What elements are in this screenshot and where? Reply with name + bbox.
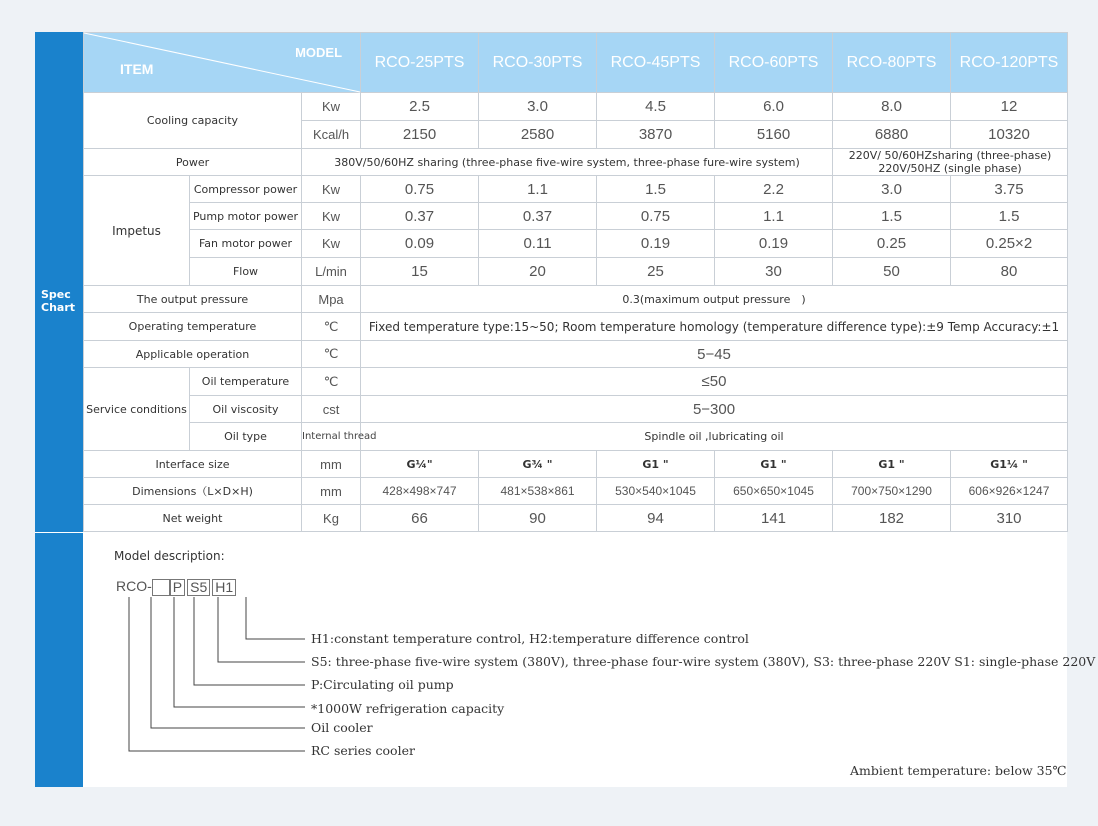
model-line-series: RC series cooler bbox=[311, 743, 415, 758]
unit-cell: Kg bbox=[302, 505, 361, 532]
applicable-operation-label: Applicable operation bbox=[84, 341, 302, 368]
value-cell: 66 bbox=[361, 505, 479, 532]
value-cell: 650×650×1045 bbox=[715, 478, 833, 505]
model-code-prefix: RCO- bbox=[116, 578, 152, 594]
power-single-phase-line-1: 220V/ 50/60HZsharing (three-phase) bbox=[848, 149, 1052, 162]
pump-box: P bbox=[170, 579, 185, 596]
value-cell: 5160 bbox=[715, 121, 833, 149]
model-line-power: S5: three-phase five-wire system (380V), three-phase four-wire system (380V), S3: three-phase 220V S1: single-phase 220V bbox=[311, 654, 1096, 669]
spec-chart-label: Spec Chart bbox=[41, 288, 76, 314]
power-label: Power bbox=[84, 149, 302, 176]
value-cell: G1¼ " bbox=[951, 451, 1068, 478]
value-cell: G1 " bbox=[715, 451, 833, 478]
table-row bbox=[84, 423, 1068, 451]
unit-cell: cst bbox=[302, 396, 361, 423]
unit-cell: Kcal/h bbox=[302, 121, 361, 149]
unit-cell: ℃ bbox=[302, 368, 361, 396]
value-cell: 606×926×1247 bbox=[951, 478, 1068, 505]
value-cell: G¾ " bbox=[479, 451, 597, 478]
value-cell: 6880 bbox=[833, 121, 951, 149]
item-header-label: ITEM bbox=[120, 61, 154, 77]
capacity-box bbox=[152, 579, 170, 596]
model-line-capacity: *1000W refrigeration capacity bbox=[311, 701, 505, 716]
model-line-pump: P:Circulating oil pump bbox=[311, 677, 454, 692]
value-cell: 310 bbox=[951, 505, 1068, 532]
value-cell: 2.2 bbox=[715, 176, 833, 203]
power-box: S5 bbox=[187, 579, 210, 596]
unit-cell: mm bbox=[302, 478, 361, 505]
unit-cell: Kw bbox=[302, 93, 361, 121]
value-cell: 6.0 bbox=[715, 93, 833, 121]
value-cell: 1.5 bbox=[597, 176, 715, 203]
value-cell: 2150 bbox=[361, 121, 479, 149]
unit-cell: Mpa bbox=[302, 286, 361, 313]
dimensions-label: Dimensions（L×D×H) bbox=[84, 478, 302, 505]
value-cell: 2580 bbox=[479, 121, 597, 149]
model-header: RCO-30PTS bbox=[479, 33, 597, 93]
value-cell: 0.75 bbox=[361, 176, 479, 203]
value-cell: 25 bbox=[597, 258, 715, 286]
applicable-operation-value: 5−45 bbox=[361, 341, 1068, 368]
table-row bbox=[84, 258, 1068, 286]
model-line-control: H1:constant temperature control, H2:temperature difference control bbox=[311, 631, 749, 646]
table-row bbox=[84, 93, 1068, 121]
unit-cell: mm bbox=[302, 451, 361, 478]
header-item-model-cell bbox=[84, 33, 361, 93]
value-cell: G1 " bbox=[597, 451, 715, 478]
table-row bbox=[84, 313, 1068, 341]
ambient-temperature-note: Ambient temperature: below 35℃ bbox=[850, 763, 1067, 778]
value-cell: 8.0 bbox=[833, 93, 951, 121]
value-cell: 0.25×2 bbox=[951, 230, 1068, 258]
unit-cell: Kw bbox=[302, 230, 361, 258]
spec-chart-sidebar bbox=[35, 32, 83, 532]
service-conditions-label: Service conditions bbox=[84, 368, 190, 451]
service-sub-label: Oil viscosity bbox=[190, 396, 302, 423]
interface-size-label: Interface size bbox=[84, 451, 302, 478]
operating-temperature-label: Operating temperature bbox=[84, 313, 302, 341]
model-header-label: MODEL bbox=[295, 45, 343, 60]
unit-cell: Internal thread bbox=[302, 423, 361, 451]
output-pressure-label: The output pressure bbox=[84, 286, 302, 313]
value-cell: 4.5 bbox=[597, 93, 715, 121]
table-row bbox=[84, 149, 1068, 176]
value-cell: 1.1 bbox=[479, 176, 597, 203]
value-cell: 3.75 bbox=[951, 176, 1068, 203]
table-row bbox=[84, 451, 1068, 478]
model-header: RCO-60PTS bbox=[715, 33, 833, 93]
oil-viscosity-value: 5−300 bbox=[361, 396, 1068, 423]
spec-table bbox=[83, 32, 1068, 532]
value-cell: 30 bbox=[715, 258, 833, 286]
power-single-phase-line-2: 220V/50HZ (single phase) bbox=[878, 162, 1022, 175]
table-row bbox=[84, 176, 1068, 203]
impetus-sub-label: Flow bbox=[190, 258, 302, 286]
value-cell: 0.09 bbox=[361, 230, 479, 258]
value-cell: 12 bbox=[951, 93, 1068, 121]
model-header: RCO-120PTS bbox=[951, 33, 1068, 93]
model-description-title: Model description: bbox=[114, 549, 225, 563]
control-box: H1 bbox=[212, 579, 236, 596]
value-cell: 700×750×1290 bbox=[833, 478, 951, 505]
value-cell: G¼" bbox=[361, 451, 479, 478]
impetus-sub-label: Fan motor power bbox=[190, 230, 302, 258]
value-cell: 182 bbox=[833, 505, 951, 532]
value-cell: 94 bbox=[597, 505, 715, 532]
impetus-sub-label: Pump motor power bbox=[190, 203, 302, 230]
header-row bbox=[84, 33, 1068, 93]
value-cell: 530×540×1045 bbox=[597, 478, 715, 505]
value-cell: 2.5 bbox=[361, 93, 479, 121]
value-cell: 0.25 bbox=[833, 230, 951, 258]
unit-cell: ℃ bbox=[302, 341, 361, 368]
model-line-oil-cooler: Oil cooler bbox=[311, 720, 373, 735]
unit-cell: ℃ bbox=[302, 313, 361, 341]
table-row bbox=[84, 396, 1068, 423]
value-cell: 0.19 bbox=[597, 230, 715, 258]
table-row bbox=[84, 341, 1068, 368]
value-cell: 90 bbox=[479, 505, 597, 532]
impetus-sub-label: Compressor power bbox=[190, 176, 302, 203]
value-cell: 0.37 bbox=[479, 203, 597, 230]
unit-cell: Kw bbox=[302, 203, 361, 230]
service-sub-label: Oil temperature bbox=[190, 368, 302, 396]
value-cell: G1 " bbox=[833, 451, 951, 478]
value-cell: 0.37 bbox=[361, 203, 479, 230]
table-row bbox=[84, 286, 1068, 313]
value-cell: 10320 bbox=[951, 121, 1068, 149]
value-cell: 0.75 bbox=[597, 203, 715, 230]
table-row bbox=[84, 230, 1068, 258]
model-description-sidebar bbox=[35, 533, 83, 787]
table-row bbox=[84, 368, 1068, 396]
unit-cell: L/min bbox=[302, 258, 361, 286]
value-cell: 3.0 bbox=[479, 93, 597, 121]
value-cell: 3870 bbox=[597, 121, 715, 149]
value-cell: 481×538×861 bbox=[479, 478, 597, 505]
power-single-phase bbox=[833, 149, 1068, 176]
table-row bbox=[84, 478, 1068, 505]
service-sub-label: Oil type bbox=[190, 423, 302, 451]
value-cell: 80 bbox=[951, 258, 1068, 286]
value-cell: 1.5 bbox=[951, 203, 1068, 230]
value-cell: 0.11 bbox=[479, 230, 597, 258]
unit-cell: Kw bbox=[302, 176, 361, 203]
operating-temperature-value: Fixed temperature type:15~50; Room temperature homology (temperature difference type):±9 Temp Accuracy:±1 bbox=[361, 313, 1068, 341]
value-cell: 15 bbox=[361, 258, 479, 286]
value-cell: 20 bbox=[479, 258, 597, 286]
net-weight-label: Net weight bbox=[84, 505, 302, 532]
cooling-capacity-label: Cooling capacity bbox=[84, 93, 302, 149]
value-cell: 428×498×747 bbox=[361, 478, 479, 505]
value-cell: 0.19 bbox=[715, 230, 833, 258]
impetus-label: Impetus bbox=[84, 176, 190, 286]
model-header: RCO-80PTS bbox=[833, 33, 951, 93]
value-cell: 1.1 bbox=[715, 203, 833, 230]
value-cell: 1.5 bbox=[833, 203, 951, 230]
value-cell: 3.0 bbox=[833, 176, 951, 203]
value-cell: 50 bbox=[833, 258, 951, 286]
oil-type-value: Spindle oil ,lubricating oil bbox=[361, 423, 1068, 451]
output-pressure-value: 0.3(maximum output pressure ) bbox=[361, 286, 1068, 313]
table-row bbox=[84, 203, 1068, 230]
oil-temperature-value: ≤50 bbox=[361, 368, 1068, 396]
power-three-phase: 380V/50/60HZ sharing (three-phase five-wire system, three-phase fure-wire system) bbox=[302, 149, 833, 176]
value-cell: 141 bbox=[715, 505, 833, 532]
model-code bbox=[116, 578, 236, 596]
model-header: RCO-45PTS bbox=[597, 33, 715, 93]
table-row bbox=[84, 505, 1068, 532]
model-header: RCO-25PTS bbox=[361, 33, 479, 93]
